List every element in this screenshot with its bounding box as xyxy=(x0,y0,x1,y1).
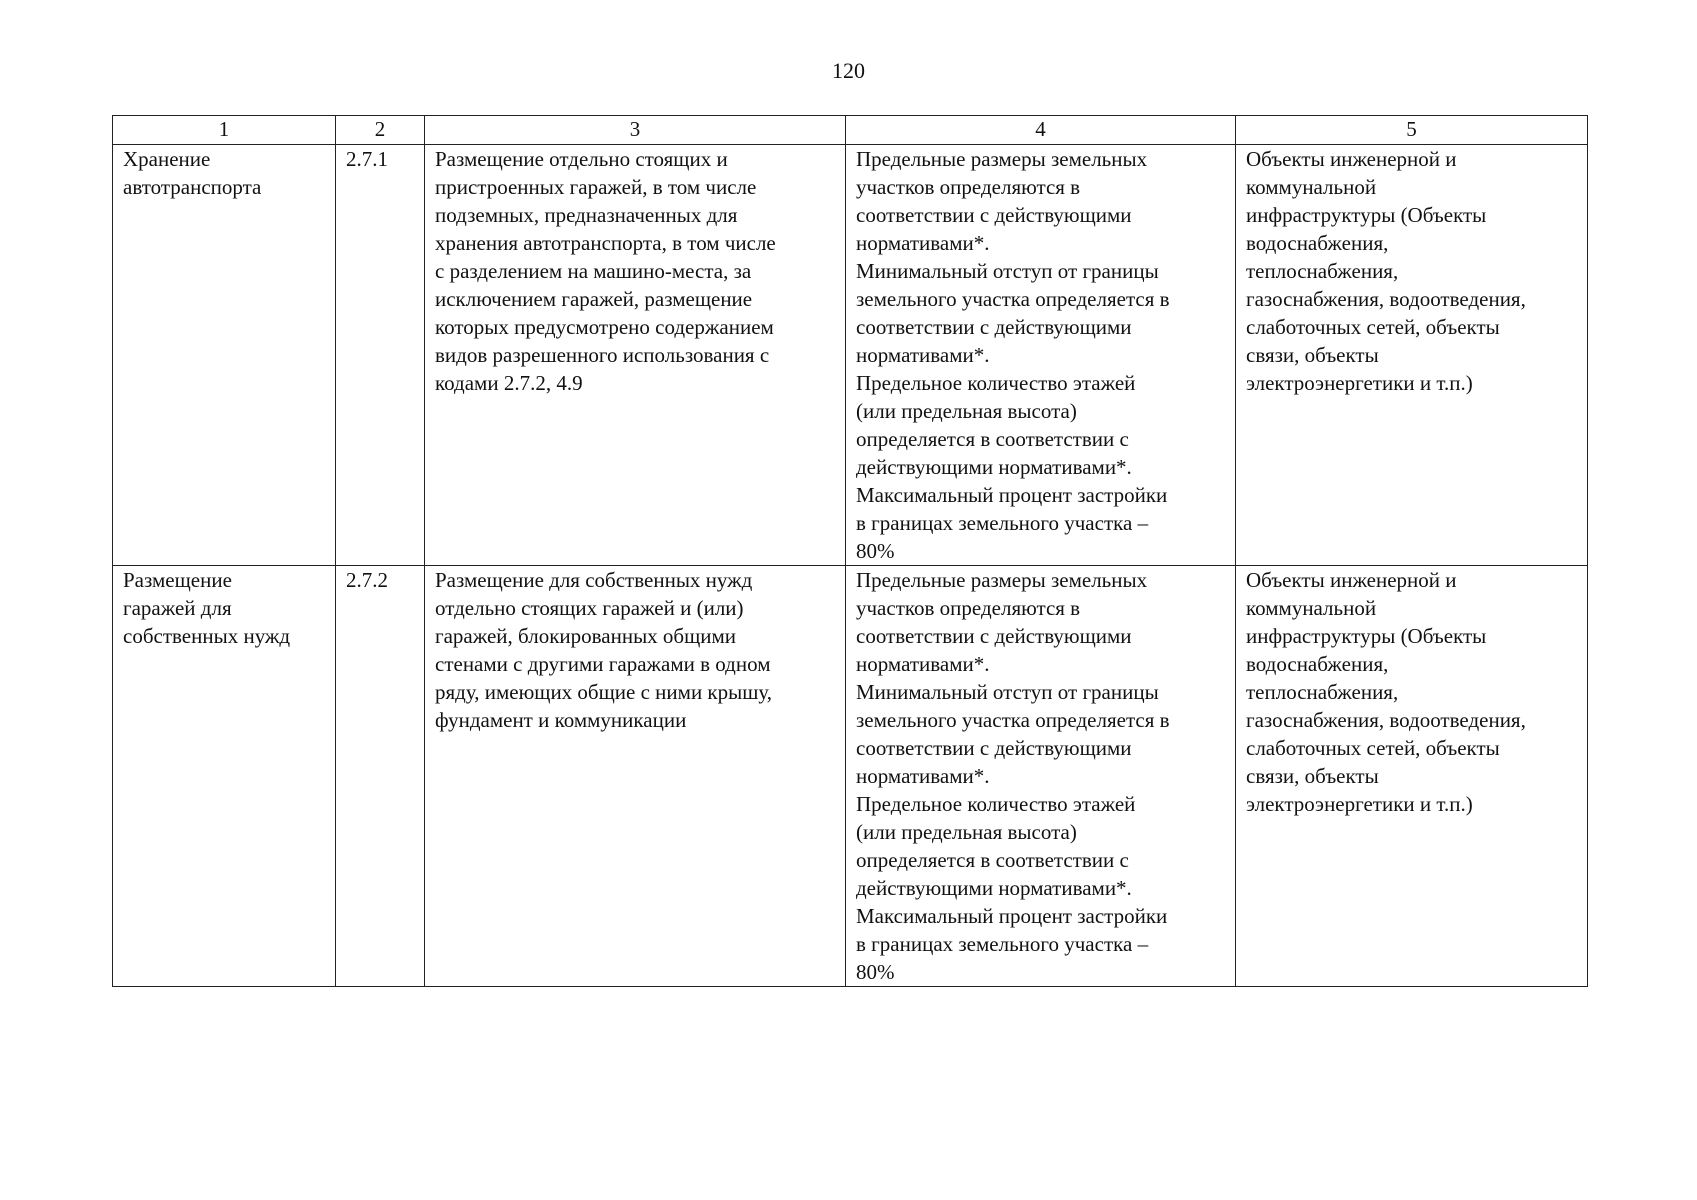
column-header-3: 3 xyxy=(425,116,846,145)
use-type-objects: Объекты инженерной и коммунальной инфраструктуры (Объекты водоснабжения, теплоснабжения, газоснабжения, водоотведения, слаботочных сетей, объекты связи, объекты электроэнергетики и т.п.) xyxy=(1236,145,1588,566)
use-type-code: 2.7.1 xyxy=(336,145,425,566)
use-type-description: Размещение отдельно стоящих и пристроенных гаражей, в том числе подземных, предназначенных для хранения автотранспорта, в том числе с разделением на машино-места, за исключением гаражей, размещение которых предусмотрено содержанием видов разрешенного использования с кодами 2.7.2, 4.9 xyxy=(425,145,846,566)
land-use-table xyxy=(112,115,1588,987)
use-type-parameters: Предельные размеры земельных участков определяются в соответствии с действующими нормативами*. Минимальный отступ от границы земельного участка определяется в соответствии с действующими нормативами*. Предельное количество этажей (или предельная высота) определяется в соответствии с действующими нормативами*. Максимальный процент застройки в границах земельного участка – 80% xyxy=(846,566,1236,987)
use-type-parameters: Предельные размеры земельных участков определяются в соответствии с действующими нормативами*. Минимальный отступ от границы земельного участка определяется в соответствии с действующими нормативами*. Предельное количество этажей (или предельная высота) определяется в соответствии с действующими нормативами*. Максимальный процент застройки в границах земельного участка – 80% xyxy=(846,145,1236,566)
column-header-2: 2 xyxy=(336,116,425,145)
use-type-name: Хранение автотранспорта xyxy=(113,145,336,566)
table-header-row xyxy=(113,116,1588,145)
use-type-name: Размещение гаражей для собственных нужд xyxy=(113,566,336,987)
column-header-5: 5 xyxy=(1236,116,1588,145)
use-type-objects: Объекты инженерной и коммунальной инфраструктуры (Объекты водоснабжения, теплоснабжения, газоснабжения, водоотведения, слаботочных сетей, объекты связи, объекты электроэнергетики и т.п.) xyxy=(1236,566,1588,987)
table-row xyxy=(113,145,1588,566)
page-number: 120 xyxy=(832,58,865,83)
column-header-1: 1 xyxy=(113,116,336,145)
table-row xyxy=(113,566,1588,987)
column-header-4: 4 xyxy=(846,116,1236,145)
use-type-description: Размещение для собственных нужд отдельно стоящих гаражей и (или) гаражей, блокированных общими стенами с другими гаражами в одном ряду, имеющих общие с ними крышу, фундамент и коммуникации xyxy=(425,566,846,987)
use-type-code: 2.7.2 xyxy=(336,566,425,987)
